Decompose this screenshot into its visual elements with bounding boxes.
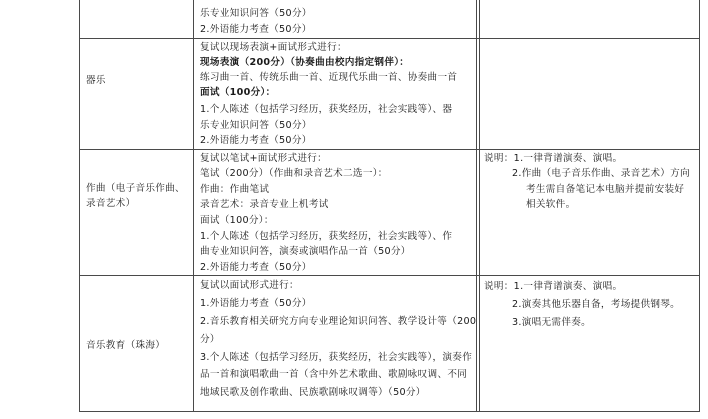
content-line: 练习曲一首、传统乐曲一首、近现代乐曲一首、协奏曲一首 [200,72,458,83]
content-line: 乐专业知识问答（50分） [200,120,312,131]
content-line: 2.外语能力考查（50分） [200,135,312,146]
content-line: 1.外语能力考查（50分） [200,298,312,309]
row-divider-2 [79,149,700,150]
content-line: 1.个人陈述（包括学习经历，获奖经历，社会实践等）、作 [200,231,453,242]
table-border-left [79,0,80,412]
content-line: 品一首和演唱歌曲一首（含中外艺术歌曲、歌剧咏叹调、不同 [200,369,468,380]
content-line: 复试以现场表演+面试形式进行： [200,42,347,53]
row-divider-1 [79,38,700,39]
major-name: 音乐教育（珠海） [86,340,166,351]
content-line: 2.外语能力考查（50分） [200,24,312,35]
major-name: 录音艺术） [86,198,136,209]
note-line: 相关软件。 [526,199,576,210]
column-divider-3 [479,0,480,412]
note-line: 考生需自备笔记本电脑并提前安装好 [526,184,685,195]
content-line: 曲专业知识问答，演奏或演唱作品一首（50分） [200,246,411,257]
note-line: 3.演唱无需伴奏。 [512,317,592,328]
content-line: 笔试（200分）（作曲和录音艺术二选一）： [200,168,388,179]
content-line: 面试（100分）： [200,87,276,98]
content-line: 地域民歌及创作歌曲、民族歌剧咏叹调等）（50分） [200,387,426,398]
content-line: 2.音乐教育相关研究方向专业理论知识问答、教学设计等（200 [200,316,477,327]
note-line: 2.演奏其他乐器自备，考场提供钢琴。 [512,299,681,310]
content-line: 分） [200,334,220,345]
note-line: 说明：1.一律背谱演奏、演唱。 [484,153,623,164]
major-name: 作曲（电子音乐作曲、 [86,183,185,194]
content-line: 3.个人陈述（包括学习经历，获奖经历，社会实践等），演奏作 [200,352,473,363]
row-divider-3 [79,275,700,276]
content-line: 作曲：作曲笔试 [200,184,270,195]
column-divider-1 [193,0,194,412]
note-line: 2.作曲（电子音乐作曲、录音艺术）方向 [512,168,690,179]
table-border-bottom [79,411,700,412]
table-border-right [699,0,700,412]
content-line: 乐专业知识问答（50分） [200,8,312,19]
content-line: 录音艺术：录音专业上机考试 [200,199,329,210]
major-name: 器乐 [86,75,106,86]
content-line: 复试以面试形式进行： [200,280,299,291]
column-divider-2 [476,0,477,412]
content-line: 复试以笔试+面试形式进行： [200,153,328,164]
content-line: 现场表演（200分）（协奏曲由校内指定钢伴）： [200,57,410,68]
content-line: 2.外语能力考查（50分） [200,262,312,273]
note-line: 说明：1.一律背谱演奏、演唱。 [484,281,623,292]
content-line: 面试（100分）： [200,215,274,226]
content-line: 1.个人陈述（包括学习经历，获奖经历，社会实践等）、器 [200,104,453,115]
